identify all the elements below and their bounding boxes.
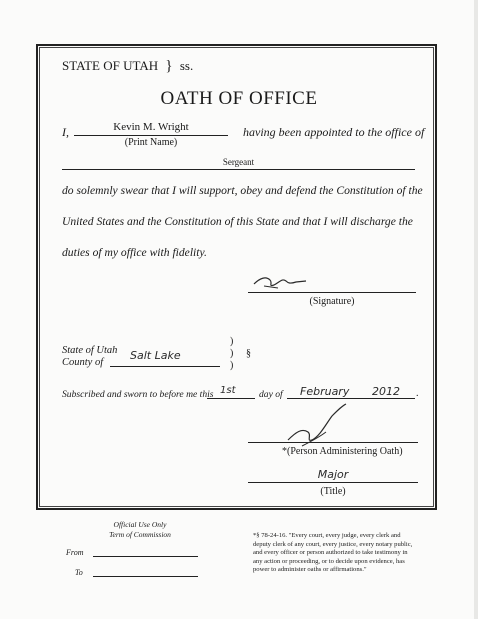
to-line[interactable] <box>93 576 198 577</box>
footnote-line-3: and every officer or person authorized to take testimony in <box>253 549 408 557</box>
name-line <box>74 135 228 136</box>
footnote-line-4: any action or proceeding, or to decide upon evidence, has <box>253 557 405 565</box>
day-of-label: day of <box>259 389 283 400</box>
sworn-end: . <box>416 388 419 399</box>
official-use-heading: Official Use Only <box>113 520 167 529</box>
county-line <box>110 366 220 367</box>
title-value[interactable]: Major <box>317 468 349 481</box>
venue-county[interactable]: Salt Lake <box>130 349 181 362</box>
venue-paren-2: ) <box>230 348 234 359</box>
oath-frame-inner <box>39 47 434 507</box>
venue-paren-1: ) <box>230 336 234 347</box>
title-caption: (Title) <box>320 486 346 497</box>
office-line <box>62 169 415 170</box>
printed-name[interactable]: Kevin M. Wright <box>113 121 189 133</box>
print-name-caption: (Print Name) <box>124 137 178 148</box>
office-value[interactable]: Sergeant <box>222 157 255 167</box>
ss-label: ss. <box>179 58 194 73</box>
state-brace: } <box>165 58 173 74</box>
sworn-month[interactable]: February <box>300 385 350 398</box>
venue-county-label: County of <box>62 357 104 368</box>
sworn-year[interactable]: 2012 <box>372 385 400 398</box>
signature-mark <box>250 272 310 292</box>
state-heading <box>62 58 193 75</box>
footnote-line-5: power to administer oaths or affirmations." <box>253 566 367 574</box>
administering-signature-mark <box>282 402 352 452</box>
oath-line-1: do solemnly swear that I will support, obey and defend the Constitution of the <box>62 184 423 197</box>
day-line <box>207 398 255 399</box>
venue-paren-3: ) <box>230 360 234 371</box>
footnote-line-1: *§ 78-24-16. "Every court, every judge, every clerk and <box>253 532 401 539</box>
oath-line-2: United States and the Constitution of this State and that I will discharge the <box>62 215 413 228</box>
title-line <box>248 482 418 483</box>
sworn-text: Subscribed and sworn to before me this <box>62 389 214 400</box>
administering-line <box>248 442 418 443</box>
footnote-line-2: deputy clerk of any court, every justice, every notary public, <box>253 540 413 548</box>
state-name: STATE OF UTAH <box>62 58 159 73</box>
oath-line-3: duties of my office with fidelity. <box>62 246 207 259</box>
appointed-text: having been appointed to the office of <box>243 125 425 139</box>
pronoun: I, <box>62 125 69 139</box>
section-symbol: § <box>246 348 251 359</box>
to-label: To <box>75 568 83 577</box>
term-commission-heading: Term of Commission <box>109 530 171 539</box>
administering-caption: *(Person Administering Oath) <box>282 446 403 457</box>
from-line[interactable] <box>93 556 198 557</box>
sworn-day[interactable]: 1st <box>220 385 236 396</box>
footnote <box>253 532 412 575</box>
signature-caption: (Signature) <box>309 296 355 307</box>
date-line <box>287 398 415 399</box>
signature-line <box>248 292 416 293</box>
from-label: From <box>66 548 84 557</box>
venue-state: State of Utah <box>62 345 118 356</box>
document-title: OATH OF OFFICE <box>160 88 318 109</box>
